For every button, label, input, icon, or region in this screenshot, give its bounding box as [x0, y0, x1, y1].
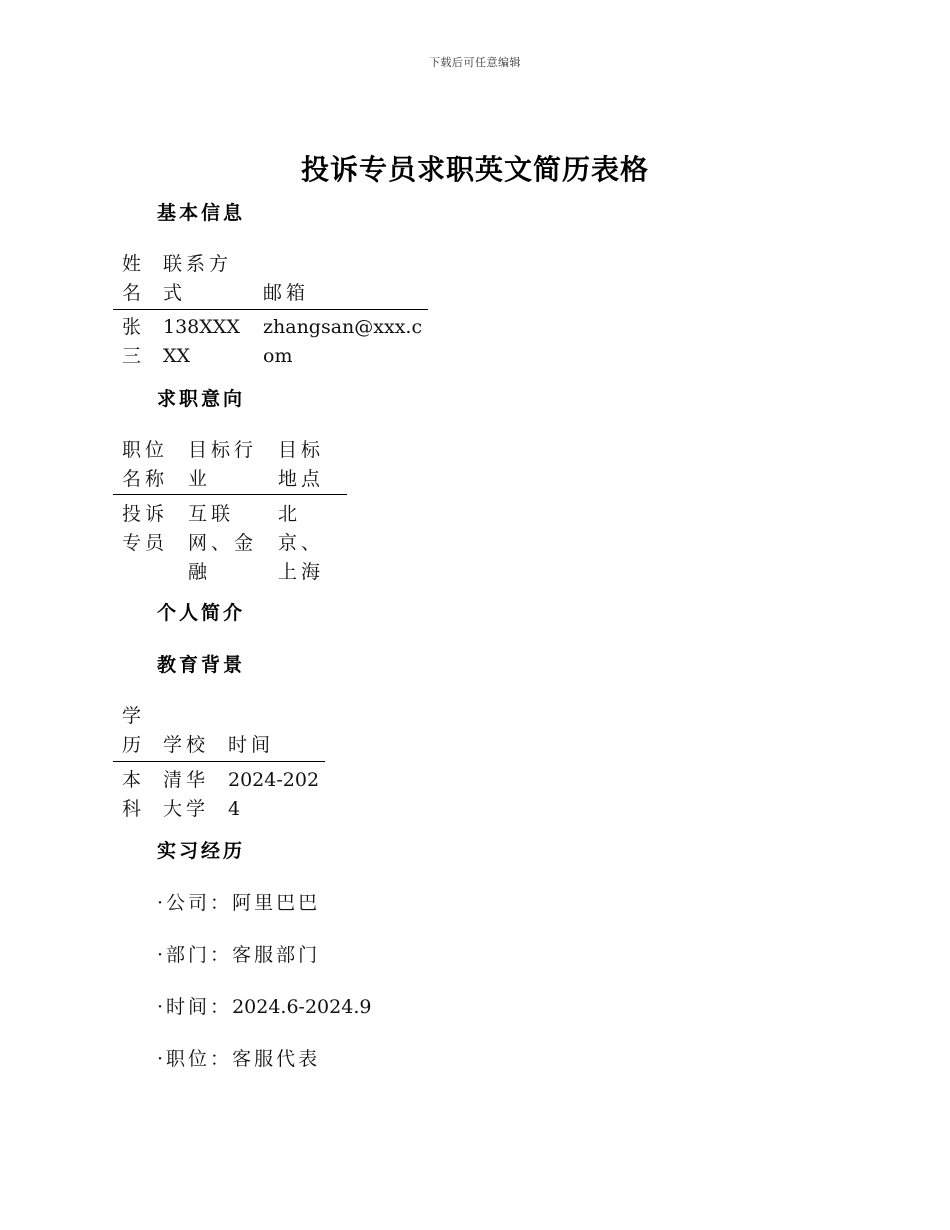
bullet-icon: · [157, 892, 167, 914]
section-heading-basic-info: 基本信息 [157, 202, 246, 224]
table-header-cell: 学历 [122, 705, 146, 756]
table-cell: 2024-2024 [228, 769, 320, 820]
item-label: 部门： [166, 944, 233, 966]
bullet-icon: · [157, 944, 167, 966]
bullet-icon: · [157, 1048, 167, 1070]
table-cell: 本科 [122, 769, 146, 820]
item-value: 客服代表 [232, 1048, 321, 1070]
table-rule [113, 309, 428, 310]
table-rule [113, 761, 325, 762]
list-item [157, 992, 371, 1019]
list-item [157, 1044, 320, 1071]
table-cell: 张三 [122, 316, 146, 367]
table-cell: zhangsan@xxx.com [263, 316, 423, 367]
section-heading-profile: 个人简介 [157, 602, 246, 624]
table-rule [113, 494, 347, 495]
table-header-cell: 邮箱 [263, 282, 310, 304]
list-item [157, 888, 320, 915]
table-header-cell: 姓名 [122, 253, 146, 304]
item-value: 客服部门 [232, 944, 321, 966]
item-label: 职位： [166, 1048, 233, 1070]
table-header-cell: 学校 [163, 734, 210, 756]
item-value: 阿里巴巴 [232, 892, 321, 914]
bullet-icon: · [157, 996, 167, 1018]
table-header-cell: 目标地点 [278, 439, 325, 490]
table-header-cell: 目标行业 [188, 439, 258, 490]
section-heading-job-intention: 求职意向 [157, 388, 246, 410]
table-cell: 北京、上海 [278, 503, 325, 583]
section-heading-internship: 实习经历 [157, 840, 246, 862]
table-header-cell: 联系方式 [163, 253, 233, 304]
item-label: 公司： [166, 892, 233, 914]
table-cell: 互联网、金融 [188, 503, 258, 583]
section-heading-education: 教育背景 [157, 654, 246, 676]
item-label: 时间： [166, 996, 233, 1018]
list-item [157, 940, 320, 967]
document-title: 投诉专员求职英文简历表格 [300, 153, 649, 186]
table-header-cell: 时间 [228, 734, 275, 756]
table-cell: 投诉专员 [122, 503, 169, 554]
header-note: 下载后可任意编辑 [429, 56, 521, 69]
item-value: 2024.6-2024.9 [232, 996, 372, 1018]
table-header-cell: 职位名称 [122, 439, 169, 490]
table-cell: 138XXXXX [163, 316, 240, 367]
table-cell: 清华大学 [163, 769, 210, 820]
